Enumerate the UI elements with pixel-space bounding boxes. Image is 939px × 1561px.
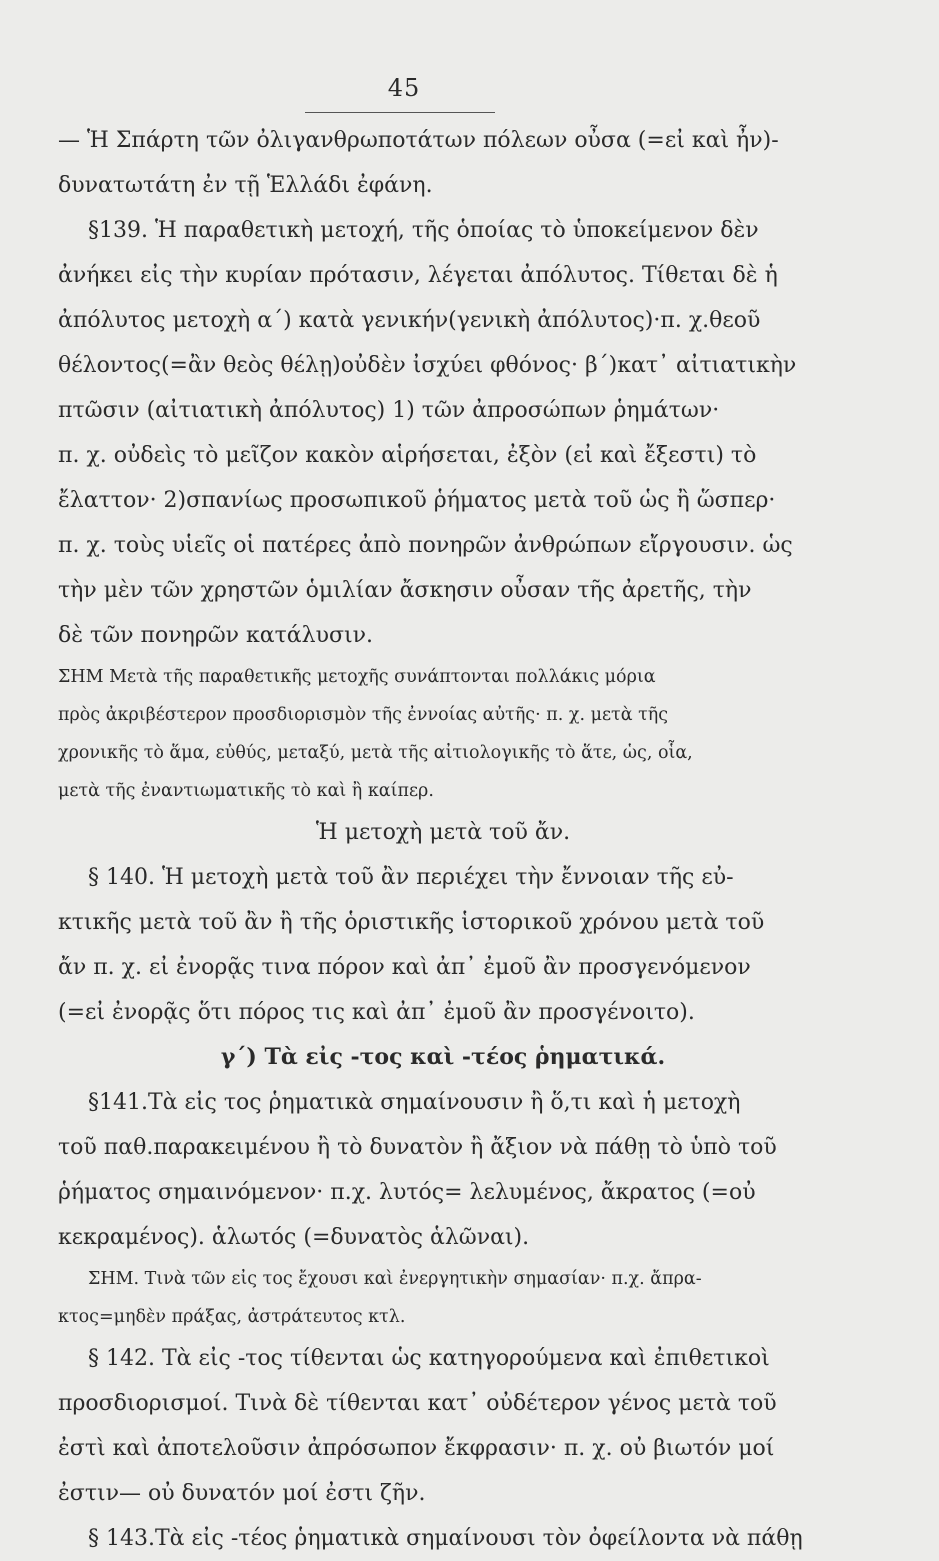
note-line: χρονικῆς τὸ ἅμα, εὐθύς, μεταξύ, μετὰ τῆς αἰτιολογικῆς τὸ ἅτε, ὡς, οἷα, xyxy=(58,743,693,763)
section-143-start: § 143.Τὰ εἰς -τέος ῥηματικὰ σημαίνουσι τὸν ὀφείλοντα νὰ πάθῃ xyxy=(88,1526,803,1551)
text-line: δυνατωτάτη ἐν τῇ Ἑλλάδι ἐφάνη. xyxy=(58,173,433,198)
note-line: μετὰ τῆς ἐναντιωματικῆς τὸ καὶ ἢ καίπερ. xyxy=(58,781,434,801)
text-line: κτικῆς μετὰ τοῦ ἂν ἢ τῆς ὁριστικῆς ἱστορικοῦ χρόνου μετὰ τοῦ xyxy=(58,910,765,935)
section-139-start: §139. Ἡ παραθετικὴ μετοχή, τῆς ὁποίας τὸ ὑποκείμενον δὲν xyxy=(88,218,759,243)
text-line: τὴν μὲν τῶν χρηστῶν ὁμιλίαν ἄσκησιν οὖσαν τῆς ἀρετῆς, τὴν xyxy=(58,578,752,603)
note-line: ΣΗΜ Μετὰ τῆς παραθετικῆς μετοχῆς συνάπτονται πολλάκις μόρια xyxy=(58,667,656,687)
text-line: κεκραμένος). ἁλωτός (=δυνατὸς ἁλῶναι). xyxy=(58,1225,530,1250)
text-line: ἄν π. χ. εἰ ἐνορᾷς τινα πόρον καὶ ἀπ᾿ ἐμοῦ ἂν προσγενόμενον xyxy=(58,955,751,980)
text-line: π. χ. οὐδεὶς τὸ μεῖζον κακὸν αἱρήσεται, ἐξὸν (εἰ καὶ ἔξεστι) τὸ xyxy=(58,443,757,468)
text-line: θέλοντος(=ἂν θεὸς θέλῃ)οὐδὲν ἰσχύει φθόνος· β΄)κατ᾿ αἰτιατικὴν xyxy=(58,353,797,378)
header-rule xyxy=(305,112,495,113)
text-line: ἔλαττον· 2)σπανίως προσωπικοῦ ῥήματος μετὰ τοῦ ὡς ἢ ὥσπερ· xyxy=(58,488,776,513)
text-line: ἐστὶ καὶ ἀποτελοῦσιν ἀπρόσωπον ἔκφρασιν· π. χ. οὐ βιωτόν μοί xyxy=(58,1436,775,1461)
text-line: τοῦ παθ.παρακειμένου ἢ τὸ δυνατὸν ἢ ἄξιον νὰ πάθῃ τὸ ὑπὸ τοῦ xyxy=(58,1135,777,1160)
section-142-start: § 142. Τὰ εἰς -τος τίθενται ὡς κατηγορούμενα καὶ ἐπιθετικοὶ xyxy=(88,1346,770,1371)
subtitle: Ἡ μετοχὴ μετὰ τοῦ ἄν. xyxy=(315,820,571,845)
text-line: ῥήματος σημαινόμενον· π.χ. λυτός= λελυμένος, ἄκρατος (=οὐ xyxy=(58,1180,756,1205)
note-line: κτος=μηδὲν πράξας, ἀστράτευτος κτλ. xyxy=(58,1307,406,1327)
text-line: πτῶσιν (αἰτιατικὴ ἀπόλυτος) 1) τῶν ἀπροσώπων ῥημάτων· xyxy=(58,398,720,423)
section-141-start: §141.Τὰ εἰς τος ῥηματικὰ σημαίνουσιν ἢ ὅ,τι καὶ ἡ μετοχὴ xyxy=(88,1090,741,1115)
text-line: προσδιορισμοί. Τινὰ δὲ τίθενται κατ᾿ οὐδέτερον γένος μετὰ τοῦ xyxy=(58,1391,777,1416)
text-line: — Ἡ Σπάρτη τῶν ὀλιγανθρωποτάτων πόλεων οὖσα (=εἰ καὶ ἦν)- xyxy=(58,128,779,153)
section-140-start: § 140. Ἡ μετοχὴ μετὰ τοῦ ἂν περιέχει τὴν ἔννοιαν τῆς εὐ- xyxy=(88,865,734,890)
text-line: ἀνήκει εἰς τὴν κυρίαν πρότασιν, λέγεται ἀπόλυτος. Τίθεται δὲ ἡ xyxy=(58,263,778,288)
text-line: π. χ. τοὺς υἱεῖς οἱ πατέρες ἀπὸ πονηρῶν ἀνθρώπων εἴργουσιν. ὡς xyxy=(58,533,793,558)
page-body xyxy=(58,118,828,1561)
text-line: ἐστιν— οὐ δυνατόν μοί ἐστι ζῆν. xyxy=(58,1481,426,1506)
note-line: ΣΗΜ. Τινὰ τῶν εἰς τος ἔχουσι καὶ ἐνεργητικὴν σημασίαν· π.χ. ἄπρα- xyxy=(88,1269,702,1289)
text-line: (=εἰ ἐνορᾷς ὅτι πόρος τις καὶ ἀπ᾿ ἐμοῦ ἂν προσγένοιτο). xyxy=(58,1000,695,1025)
page-number: 45 xyxy=(387,74,421,102)
text-line: ἀπόλυτος μετοχὴ α΄) κατὰ γενικήν(γενικὴ ἀπόλυτος)·π. χ.θεοῦ xyxy=(58,308,761,333)
text-line: δὲ τῶν πονηρῶν κατάλυσιν. xyxy=(58,623,373,648)
note-line: πρὸς ἀκριβέστερον προσδιορισμὸν τῆς ἐννοίας αὐτῆς· π. χ. μετὰ τῆς xyxy=(58,705,669,725)
section-heading: γ΄) Τὰ εἰς -τος καὶ -τέος ῥηματικά. xyxy=(220,1044,666,1070)
